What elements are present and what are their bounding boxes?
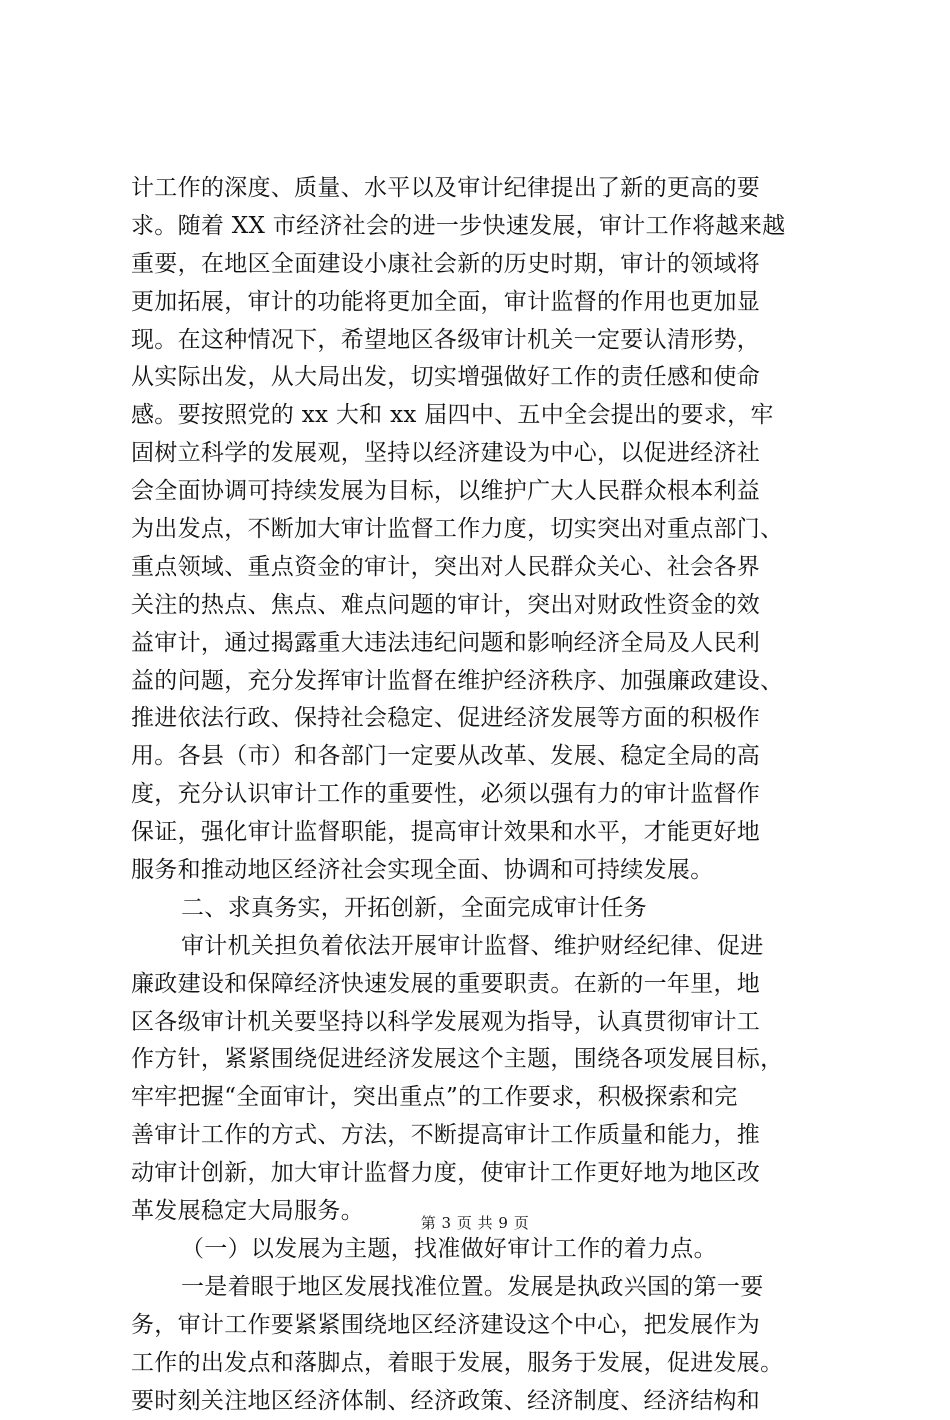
text-line: 重要，在地区全面建设小康社会新的历史时期，审计的领域将 — [131, 246, 831, 284]
text-line: 益审计，通过揭露重大违法违纪问题和影响经济全局及人民利 — [131, 625, 831, 663]
text-line: 更加拓展，审计的功能将更加全面，审计监督的作用也更加显 — [131, 284, 831, 322]
text-line: 保证，强化审计监督职能，提高审计效果和水平，才能更好地 — [131, 814, 831, 852]
text-line: 作方针，紧紧围绕促进经济发展这个主题，围绕各项发展目标， — [131, 1041, 831, 1079]
text-line: 会全面协调可持续发展为目标，以维护广大人民群众根本利益 — [131, 473, 831, 511]
text-line: 度，充分认识审计工作的重要性，必须以强有力的审计监督作 — [131, 776, 831, 814]
text-line: 务，审计工作要紧紧围绕地区经济建设这个中心，把发展作为 — [131, 1307, 831, 1345]
text-line: 用。各县（市）和各部门一定要从改革、发展、稳定全局的高 — [131, 738, 831, 776]
text-line: 从实际出发，从大局出发，切实增强做好工作的责任感和使命 — [131, 359, 831, 397]
text-line: 固树立科学的发展观，坚持以经济建设为中心，以促进经济社 — [131, 435, 831, 473]
text-line: 革发展稳定大局服务。 — [131, 1193, 831, 1231]
text-line: 善审计工作的方式、方法，不断提高审计工作质量和能力，推 — [131, 1117, 831, 1155]
text-line: 工作的出发点和落脚点，着眼于发展，服务于发展，促进发展。 — [131, 1345, 831, 1383]
text-line: 感。要按照党的 xx 大和 xx 届四中、五中全会提出的要求，牢 — [131, 397, 831, 435]
text-line: 一是着眼于地区发展找准位置。发展是执政兴国的第一要 — [131, 1269, 831, 1307]
text-line: 求。随着 XX 市经济社会的进一步快速发展，审计工作将越来越 — [131, 208, 831, 246]
text-line: 现。在这种情况下，希望地区各级审计机关一定要认清形势， — [131, 322, 831, 360]
text-line: 要时刻关注地区经济体制、经济政策、经济制度、经济结构和 — [131, 1383, 831, 1420]
text-line: 牢牢把握“全面审计，突出重点”的工作要求，积极探索和完 — [131, 1079, 831, 1117]
text-line: 关注的热点、焦点、难点问题的审计，突出对财政性资金的效 — [131, 587, 831, 625]
text-line: 二、求真务实，开拓创新，全面完成审计任务 — [131, 890, 831, 928]
text-line: （一）以发展为主题，找准做好审计工作的着力点。 — [131, 1231, 831, 1269]
text-line: 计工作的深度、质量、水平以及审计纪律提出了新的更高的要 — [131, 170, 831, 208]
page-footer: 第 3 页 共 9 页 — [0, 1212, 950, 1233]
text-line: 推进依法行政、保持社会稳定、促进经济发展等方面的积极作 — [131, 700, 831, 738]
text-line: 动审计创新，加大审计监督力度，使审计工作更好地为地区改 — [131, 1155, 831, 1193]
text-line: 益的问题，充分发挥审计监督在维护经济秩序、加强廉政建设、 — [131, 663, 831, 701]
text-line: 重点领域、重点资金的审计，突出对人民群众关心、社会各界 — [131, 549, 831, 587]
text-line: 审计机关担负着依法开展审计监督、维护财经纪律、促进 — [131, 928, 831, 966]
text-line: 区各级审计机关要坚持以科学发展观为指导，认真贯彻审计工 — [131, 1004, 831, 1042]
text-line: 为出发点，不断加大审计监督工作力度，切实突出对重点部门、 — [131, 511, 831, 549]
text-line: 廉政建设和保障经济快速发展的重要职责。在新的一年里，地 — [131, 966, 831, 1004]
text-line: 服务和推动地区经济社会实现全面、协调和可持续发展。 — [131, 852, 831, 890]
